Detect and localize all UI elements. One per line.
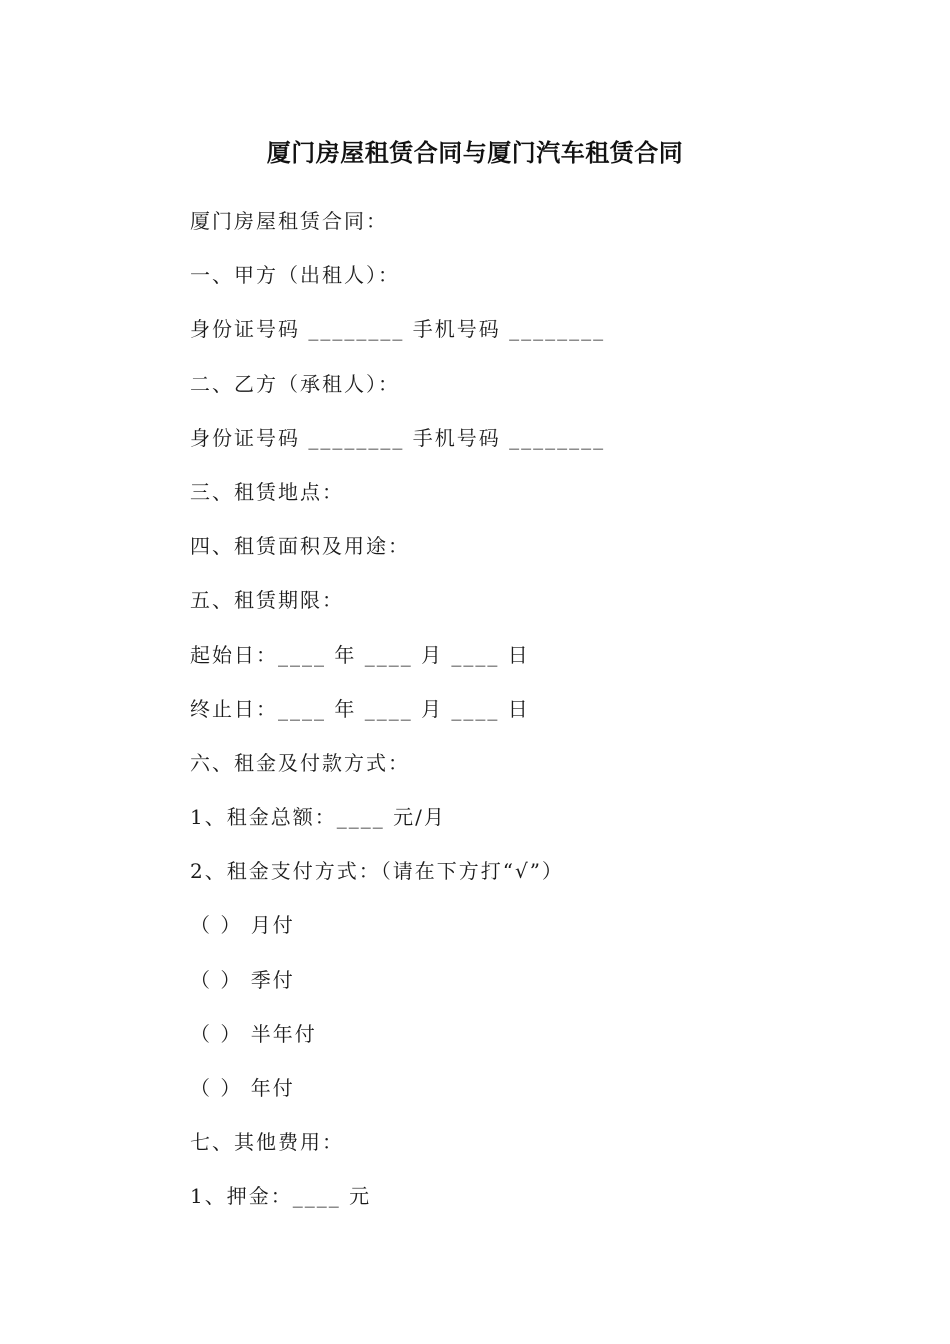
- party-b-heading: 二、乙方（承租人）：: [190, 371, 400, 396]
- option-semiannual: （ ） 半年付: [190, 1021, 317, 1046]
- other-fees-heading: 七、其他费用：: [190, 1130, 344, 1155]
- option-annual: （ ） 年付: [190, 1076, 295, 1100]
- section-heading-house-lease: 厦门房屋租赁合同：: [190, 209, 388, 233]
- lease-term-heading: 五、租赁期限：: [190, 588, 344, 613]
- start-date-line: 起始日：____ 年 ____ 月 ____ 日: [190, 642, 530, 667]
- rent-payment-heading: 六、租金及付款方式：: [190, 750, 410, 775]
- option-quarterly: （ ） 季付: [190, 967, 295, 992]
- deposit-line: 1、押金：____ 元: [190, 1184, 372, 1209]
- rent-total-line: 1、租金总额：____ 元/月: [190, 805, 446, 830]
- page-title: 厦门房屋租赁合同与厦门汽车租赁合同: [266, 139, 684, 167]
- party-a-heading: 一、甲方（出租人）：: [190, 263, 400, 288]
- option-monthly: （ ） 月付: [190, 913, 295, 938]
- contract-body: [190, 203, 890, 1233]
- party-a-id-phone-line: 身份证号码 ________ 手机号码 ________: [190, 317, 606, 342]
- lease-location-heading: 三、租赁地点：: [190, 479, 344, 504]
- lease-area-usage-heading: 四、租赁面积及用途：: [190, 534, 410, 559]
- end-date-line: 终止日：____ 年 ____ 月 ____ 日: [190, 696, 530, 721]
- party-b-id-phone-line: 身份证号码 ________ 手机号码 ________: [190, 425, 606, 450]
- payment-method-line: 2、租金支付方式：（请在下方打“√”）: [190, 859, 564, 884]
